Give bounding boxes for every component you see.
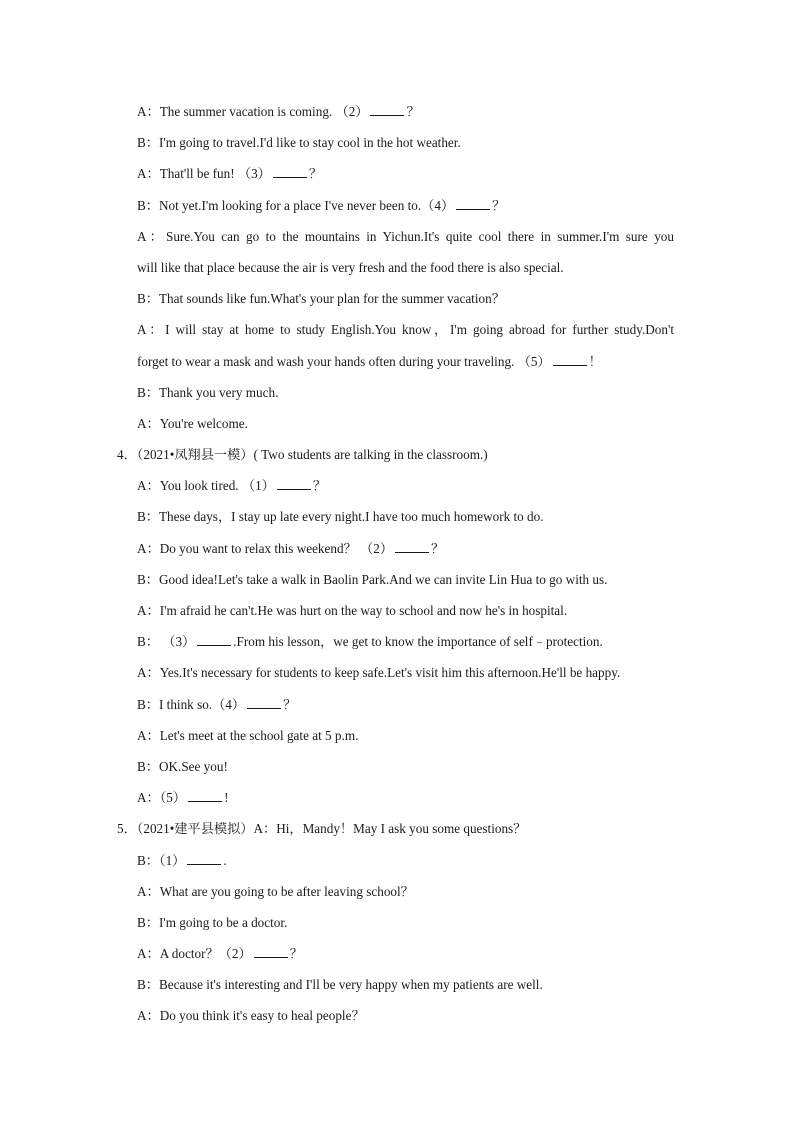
answer-blank[interactable] bbox=[254, 945, 288, 958]
dialog-line bbox=[0, 626, 794, 657]
answer-blank[interactable] bbox=[187, 852, 221, 865]
line-text: B：Thank you very much. bbox=[137, 384, 279, 400]
line-text-after-blank: ？ bbox=[283, 696, 297, 712]
line-text: A：You're welcome. bbox=[137, 415, 248, 431]
answer-blank[interactable] bbox=[197, 633, 231, 646]
dialog-line bbox=[0, 720, 794, 751]
line-text-after-blank: ？ bbox=[289, 946, 303, 962]
answer-blank[interactable] bbox=[188, 789, 222, 802]
line-text-after-blank: .From his lesson，we get to know the importance of self﹣protection. bbox=[233, 634, 603, 650]
line-text-after-blank: . bbox=[223, 852, 227, 868]
dialog-line bbox=[0, 876, 794, 907]
question-heading bbox=[0, 439, 794, 470]
line-text: B：I'm going to travel.I'd like to stay cool in the hot weather. bbox=[137, 135, 461, 151]
line-text-after-blank: ？ bbox=[406, 104, 420, 119]
dialog-line bbox=[0, 782, 794, 813]
line-text: B：Because it's interesting and I'll be very happy when my patients are well. bbox=[137, 977, 543, 993]
dialog-line bbox=[0, 127, 794, 158]
answer-blank[interactable] bbox=[370, 103, 404, 116]
line-text-after-blank: ! bbox=[224, 790, 229, 806]
line-text: A：What are you going to be after leaving school？ bbox=[137, 883, 414, 899]
line-text: A：The summer vacation is coming. （2） bbox=[137, 104, 369, 119]
dialog-line bbox=[0, 595, 794, 626]
dialog-continuation bbox=[0, 252, 794, 283]
line-text: forget to wear a mask and wash your hands often during your traveling. （5） bbox=[137, 353, 551, 369]
dialog-line bbox=[0, 533, 794, 564]
dialog-line bbox=[0, 283, 794, 314]
line-text: A：（5） bbox=[137, 790, 187, 806]
dialog-continuation bbox=[0, 346, 794, 377]
dialog-line bbox=[0, 158, 794, 189]
line-text: B：（1） bbox=[137, 852, 186, 868]
question-heading bbox=[0, 813, 794, 844]
answer-blank[interactable] bbox=[553, 353, 587, 366]
line-text: B：These days，I stay up late every night.I have too much homework to do. bbox=[137, 509, 544, 525]
dialog-line bbox=[0, 377, 794, 408]
dialog-line bbox=[0, 751, 794, 782]
line-text-after-blank: ？ bbox=[308, 166, 323, 182]
answer-blank[interactable] bbox=[277, 477, 311, 490]
line-text: B： （3） bbox=[137, 634, 196, 650]
line-text: A：You look tired. （1） bbox=[137, 478, 275, 494]
line-text: A：Do you think it's easy to heal people？ bbox=[137, 1008, 365, 1024]
line-text: A：That'll be fun! （3） bbox=[137, 166, 271, 182]
line-text: A：I will stay at home to study English.You know，I'm going abroad for further study.Don't bbox=[137, 322, 674, 338]
dialog-line bbox=[0, 564, 794, 595]
dialog-line bbox=[0, 96, 794, 127]
line-text: A：Yes.It's necessary for students to keep safe.Let's visit him this afternoon.He'll be happy. bbox=[137, 665, 621, 681]
line-text: B：I'm going to be a doctor. bbox=[137, 914, 288, 930]
line-text: will like that place because the air is very fresh and the food there is also special. bbox=[137, 259, 564, 275]
dialog-line bbox=[0, 221, 674, 252]
dialog-line bbox=[0, 689, 794, 720]
line-text-after-blank: ？ bbox=[492, 197, 506, 213]
dialog-line bbox=[0, 657, 794, 688]
line-text: A：A doctor？（2） bbox=[137, 946, 252, 962]
answer-blank[interactable] bbox=[273, 165, 307, 178]
dialog-line bbox=[0, 938, 794, 969]
answer-blank[interactable] bbox=[395, 540, 429, 553]
line-text-after-blank: ？ bbox=[431, 540, 445, 556]
dialog-line bbox=[0, 470, 794, 501]
line-text-after-blank: ！ bbox=[588, 353, 602, 369]
line-text: A：Let's meet at the school gate at 5 p.m. bbox=[137, 727, 359, 743]
line-text: A：I'm afraid he can't.He was hurt on the way to school and now he's in hospital. bbox=[137, 603, 568, 618]
dialog-line bbox=[0, 408, 794, 439]
line-text: B：That sounds like fun.What's your plan for the summer vacation？ bbox=[137, 291, 505, 307]
answer-blank[interactable] bbox=[247, 696, 281, 709]
dialog-line bbox=[0, 190, 794, 221]
line-text: B：Not yet.I'm looking for a place I've never been to.（4） bbox=[137, 197, 455, 213]
dialog-line bbox=[0, 1000, 794, 1031]
line-text: 4．（2021•凤翔县一模）( Two students are talking in the classroom.) bbox=[117, 447, 488, 463]
dialog-line bbox=[0, 907, 794, 938]
line-text-after-blank: ？ bbox=[312, 478, 327, 494]
dialog-line bbox=[0, 845, 794, 876]
line-text: 5．（2021•建平县模拟）A：Hi，Mandy！May I ask you some questions？ bbox=[117, 821, 527, 837]
dialog-line bbox=[0, 969, 794, 1000]
line-text: B：Good idea!Let's take a walk in Baolin Park.And we can invite Lin Hua to go with us. bbox=[137, 571, 608, 587]
dialog-line bbox=[0, 501, 794, 532]
document-page bbox=[0, 96, 794, 1032]
answer-blank[interactable] bbox=[456, 197, 490, 210]
line-text: A：Do you want to relax this weekend？ （2） bbox=[137, 540, 394, 556]
line-text: B：OK.See you! bbox=[137, 758, 228, 774]
line-text: B：I think so.（4） bbox=[137, 696, 246, 712]
line-text: A：Sure.You can go to the mountains in Yichun.It's quite cool there in summer.I'm sure you bbox=[137, 228, 674, 244]
dialog-line bbox=[0, 314, 674, 345]
